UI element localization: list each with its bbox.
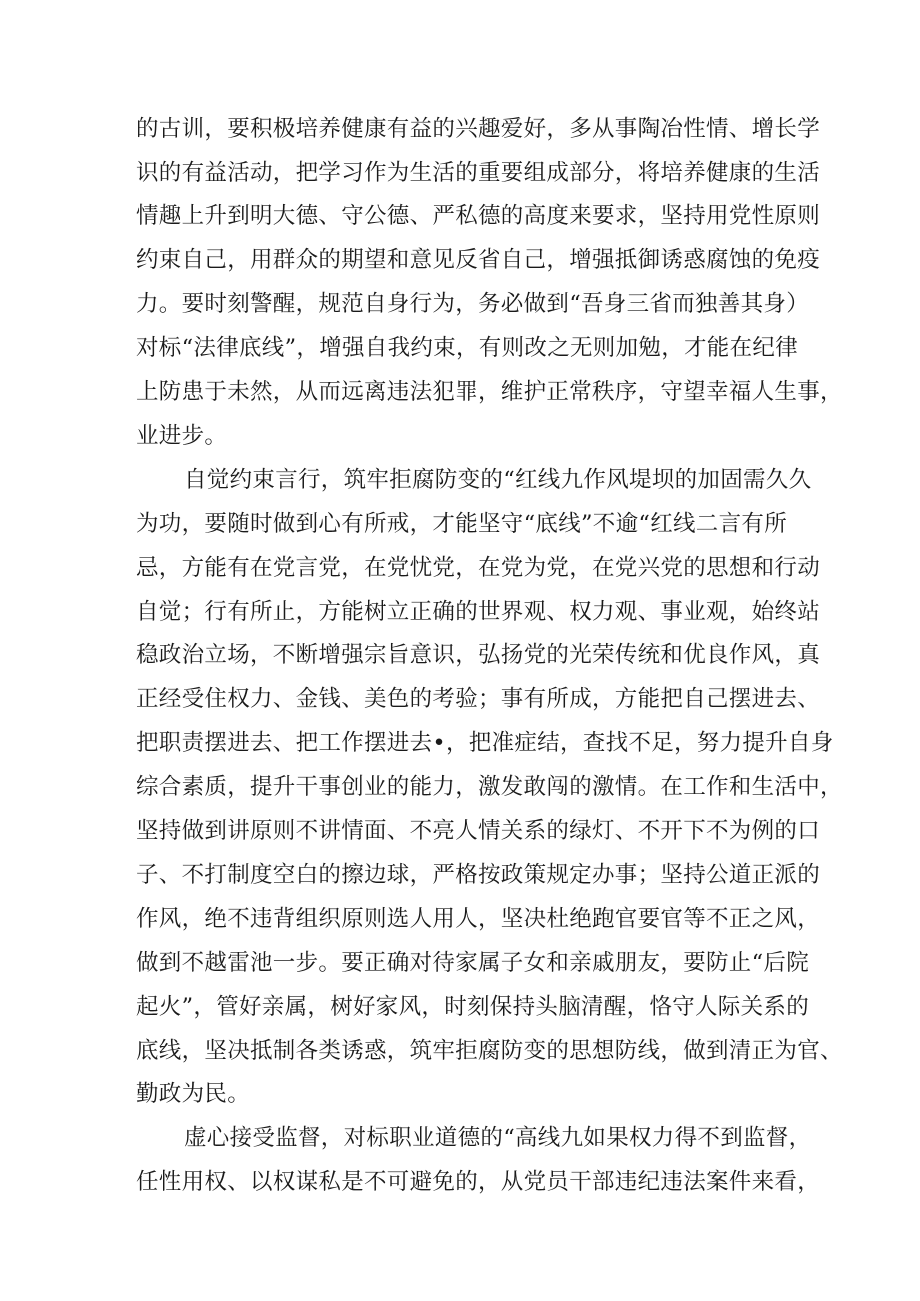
text-line: 对标“法律底线”，增强自我约束，有则改之无则加勉，才能在纪律 <box>136 335 799 361</box>
text-line: 稳政治立场，不断增强宗旨意识，弘扬党的光荣传统和优良作风，真 <box>136 642 821 668</box>
text-line: 做到不越雷池一步。要正确对待家属子女和亲戚朋友，要防止“后院 <box>136 950 810 976</box>
text-line: 忌，方能有在党言党，在党忧党，在党为党，在党兴党的思想和行动 <box>136 555 821 581</box>
text-line: 业进步。 <box>136 423 228 449</box>
text-line: 综合素质，提升干事创业的能力，激发敢闯的激情。在工作和生活中， <box>136 774 843 800</box>
text-line: 子、不打制度空白的擦边球，严格按政策规定办事；坚持公道正派的 <box>136 862 821 888</box>
text-line: 的古训，要积极培养健康有益的兴趣爱好，多从事陶冶性情、增长学 <box>136 116 821 142</box>
text-line: 起火”，管好亲属，树好家风，时刻保持头脑清醒，恪守人际关系的 <box>136 994 810 1020</box>
text-line: 力。要时刻警醒，规范自身行为，务必做到“吾身三省而独善其身） <box>136 291 810 317</box>
text-line: 情趣上升到明大德、守公德、严私德的高度来要求，坚持用党性原则 <box>136 203 821 229</box>
text-line: 正经受住权力、金钱、美色的考验；事有所成，方能把自己摆进去、 <box>136 686 821 712</box>
text-line: 底线，坚决抵制各类诱惑，筑牢拒腐防变的思想防线，做到清正为官、 <box>136 1038 843 1064</box>
text-line: 任性用权、以权谋私是不可避免的，从党员干部违纪违法案件来看， <box>136 1169 821 1195</box>
text-line: 约束自己，用群众的期望和意见反省自己，增强抵御诱惑腐蚀的免疫 <box>136 247 821 273</box>
text-line: 自觉；行有所止，方能树立正确的世界观、权力观、事业观，始终站 <box>136 599 821 625</box>
text-line: 识的有益活动，把学习作为生活的重要组成部分，将培养健康的生活 <box>136 160 821 186</box>
text-line: 为功，要随时做到心有所戒，才能坚守“底线”不逾“红线二言有所 <box>136 511 788 537</box>
text-line: 作风，绝不违背组织原则选人用人，坚决杜绝跑官要官等不正之风， <box>136 906 821 932</box>
text-line: 上防患于未然，从而远离违法犯罪，维护正常秩序，守望幸福人生事， <box>136 379 843 405</box>
paragraph-start-line: 虚心接受监督，对标职业道德的“高线九如果权力得不到监督， <box>184 1125 812 1151</box>
paragraph-start-line: 自觉约束言行，筑牢拒腐防变的“红线九作风堤坝的加固需久久 <box>184 467 812 493</box>
text-line: 勤政为民。 <box>136 1081 251 1107</box>
text-line: 把职责摆进去、把工作摆进去•，把准症结，查找不足，努力提升自身 <box>136 730 834 756</box>
text-line: 坚持做到讲原则不讲情面、不亮人情关系的绿灯、不开下不为例的口 <box>136 818 821 844</box>
